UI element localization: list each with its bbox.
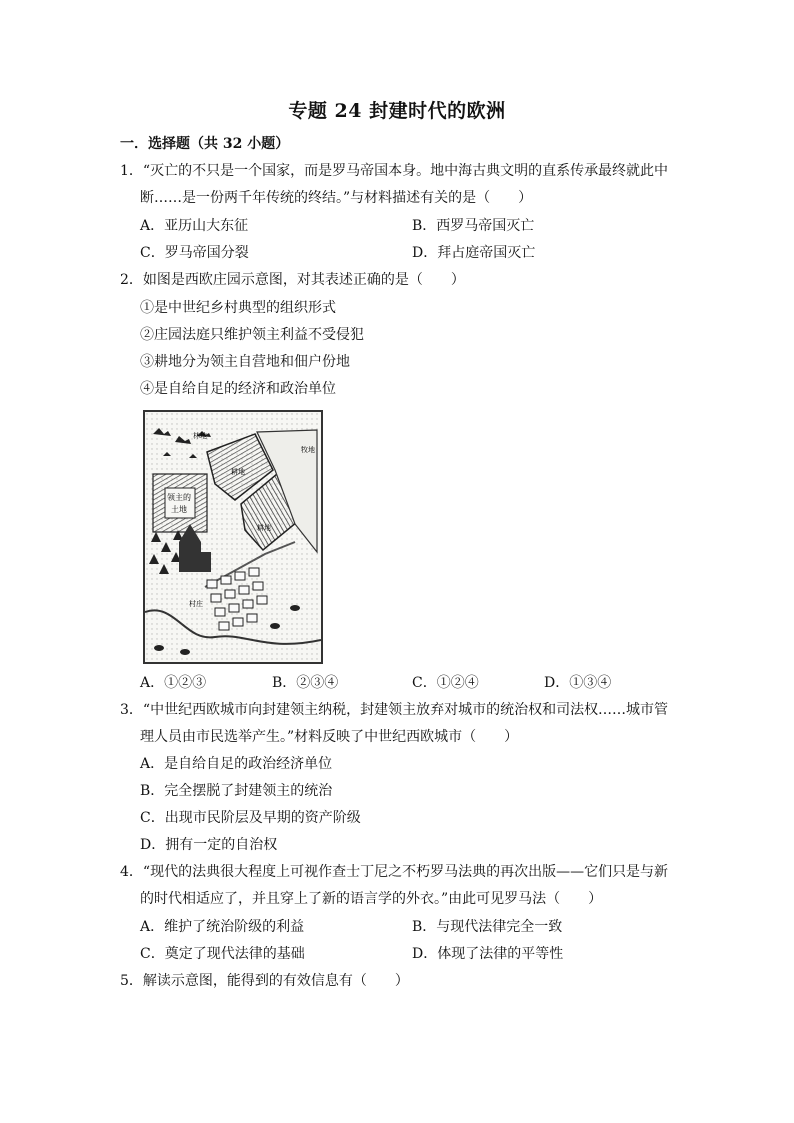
map-label-farmland-top: 耕地 bbox=[231, 469, 245, 476]
question-2-option-d: D．①③④ bbox=[544, 675, 612, 691]
question-4-stem-line-2: 的时代相适应了，并且穿上了新的语言学的外衣。”由此可见罗马法（ ） bbox=[140, 891, 603, 907]
question-2-statement-1: ①是中世纪乡村典型的组织形式 bbox=[140, 300, 336, 316]
question-1-option-d: D．拜占庭帝国灭亡 bbox=[412, 245, 536, 261]
question-1-stem-line-2: 断……是一份两千年传统的终结。”与材料描述有关的是（ ） bbox=[140, 190, 533, 206]
map-label-lord-land-2: 土地 bbox=[171, 505, 187, 514]
manor-map-drawing bbox=[145, 412, 321, 662]
question-3-stem-line-1: 3．“中世纪西欧城市向封建领主纳税，封建领主放弃对城市的统治权和司法权……城市管 bbox=[120, 702, 669, 718]
question-2-stem: 2．如图是西欧庄园示意图，对其表述正确的是（ ） bbox=[120, 272, 465, 288]
question-5-stem: 5．解读示意图，能得到的有效信息有（ ） bbox=[120, 973, 409, 989]
question-2-statement-3: ③耕地分为领主自营地和佃户份地 bbox=[140, 354, 350, 370]
map-label-woods: 林地 bbox=[193, 433, 207, 440]
manor-map bbox=[143, 410, 323, 664]
question-4-stem-line-1: 4．“现代的法典很大程度上可视作查士丁尼之不朽罗马法典的再次出版——它们只是与新 bbox=[120, 864, 669, 880]
question-3-option-a: A．是自给自足的政治经济单位 bbox=[140, 756, 333, 772]
question-3-option-b: B．完全摆脱了封建领主的统治 bbox=[140, 783, 333, 799]
question-4-option-a: A．维护了统治阶级的利益 bbox=[140, 919, 305, 935]
question-2-option-a: A．①②③ bbox=[140, 675, 207, 691]
map-label-pasture: 牧地 bbox=[301, 447, 315, 454]
map-label-village: 村庄 bbox=[189, 601, 203, 608]
question-1-stem-line-1: 1．“灭亡的不只是一个国家，而是罗马帝国本身。地中海古典文明的直系传承最终就此中 bbox=[120, 163, 669, 179]
question-2-option-b: B．②③④ bbox=[272, 675, 339, 691]
map-label-lord-land-1: 领主的 bbox=[167, 493, 191, 502]
section-heading: 一．选择题（共 32 小题） bbox=[120, 136, 290, 152]
question-2-statement-2: ②庄园法庭只维护领主利益不受侵犯 bbox=[140, 327, 364, 343]
question-3-option-d: D．拥有一定的自治权 bbox=[140, 837, 278, 853]
question-4-option-b: B．与现代法律完全一致 bbox=[412, 919, 563, 935]
question-3-option-c: C．出现市民阶层及早期的资产阶级 bbox=[140, 810, 361, 826]
map-label-farmland-mid: 耕地 bbox=[257, 525, 271, 532]
question-4-option-d: D．体现了法律的平等性 bbox=[412, 946, 564, 962]
question-4-option-c: C．奠定了现代法律的基础 bbox=[140, 946, 305, 962]
question-2-statement-4: ④是自给自足的经济和政治单位 bbox=[140, 381, 336, 397]
question-3-stem-line-2: 理人员由市民选举产生。”材料反映了中世纪西欧城市（ ） bbox=[140, 729, 519, 745]
question-1-option-b: B．西罗马帝国灭亡 bbox=[412, 218, 535, 234]
page-title: 专题 24 封建时代的欧洲 bbox=[288, 100, 506, 122]
question-1-option-a: A．亚历山大东征 bbox=[140, 218, 249, 234]
question-1-option-c: C．罗马帝国分裂 bbox=[140, 245, 249, 261]
question-2-option-c: C．①②④ bbox=[412, 675, 479, 691]
